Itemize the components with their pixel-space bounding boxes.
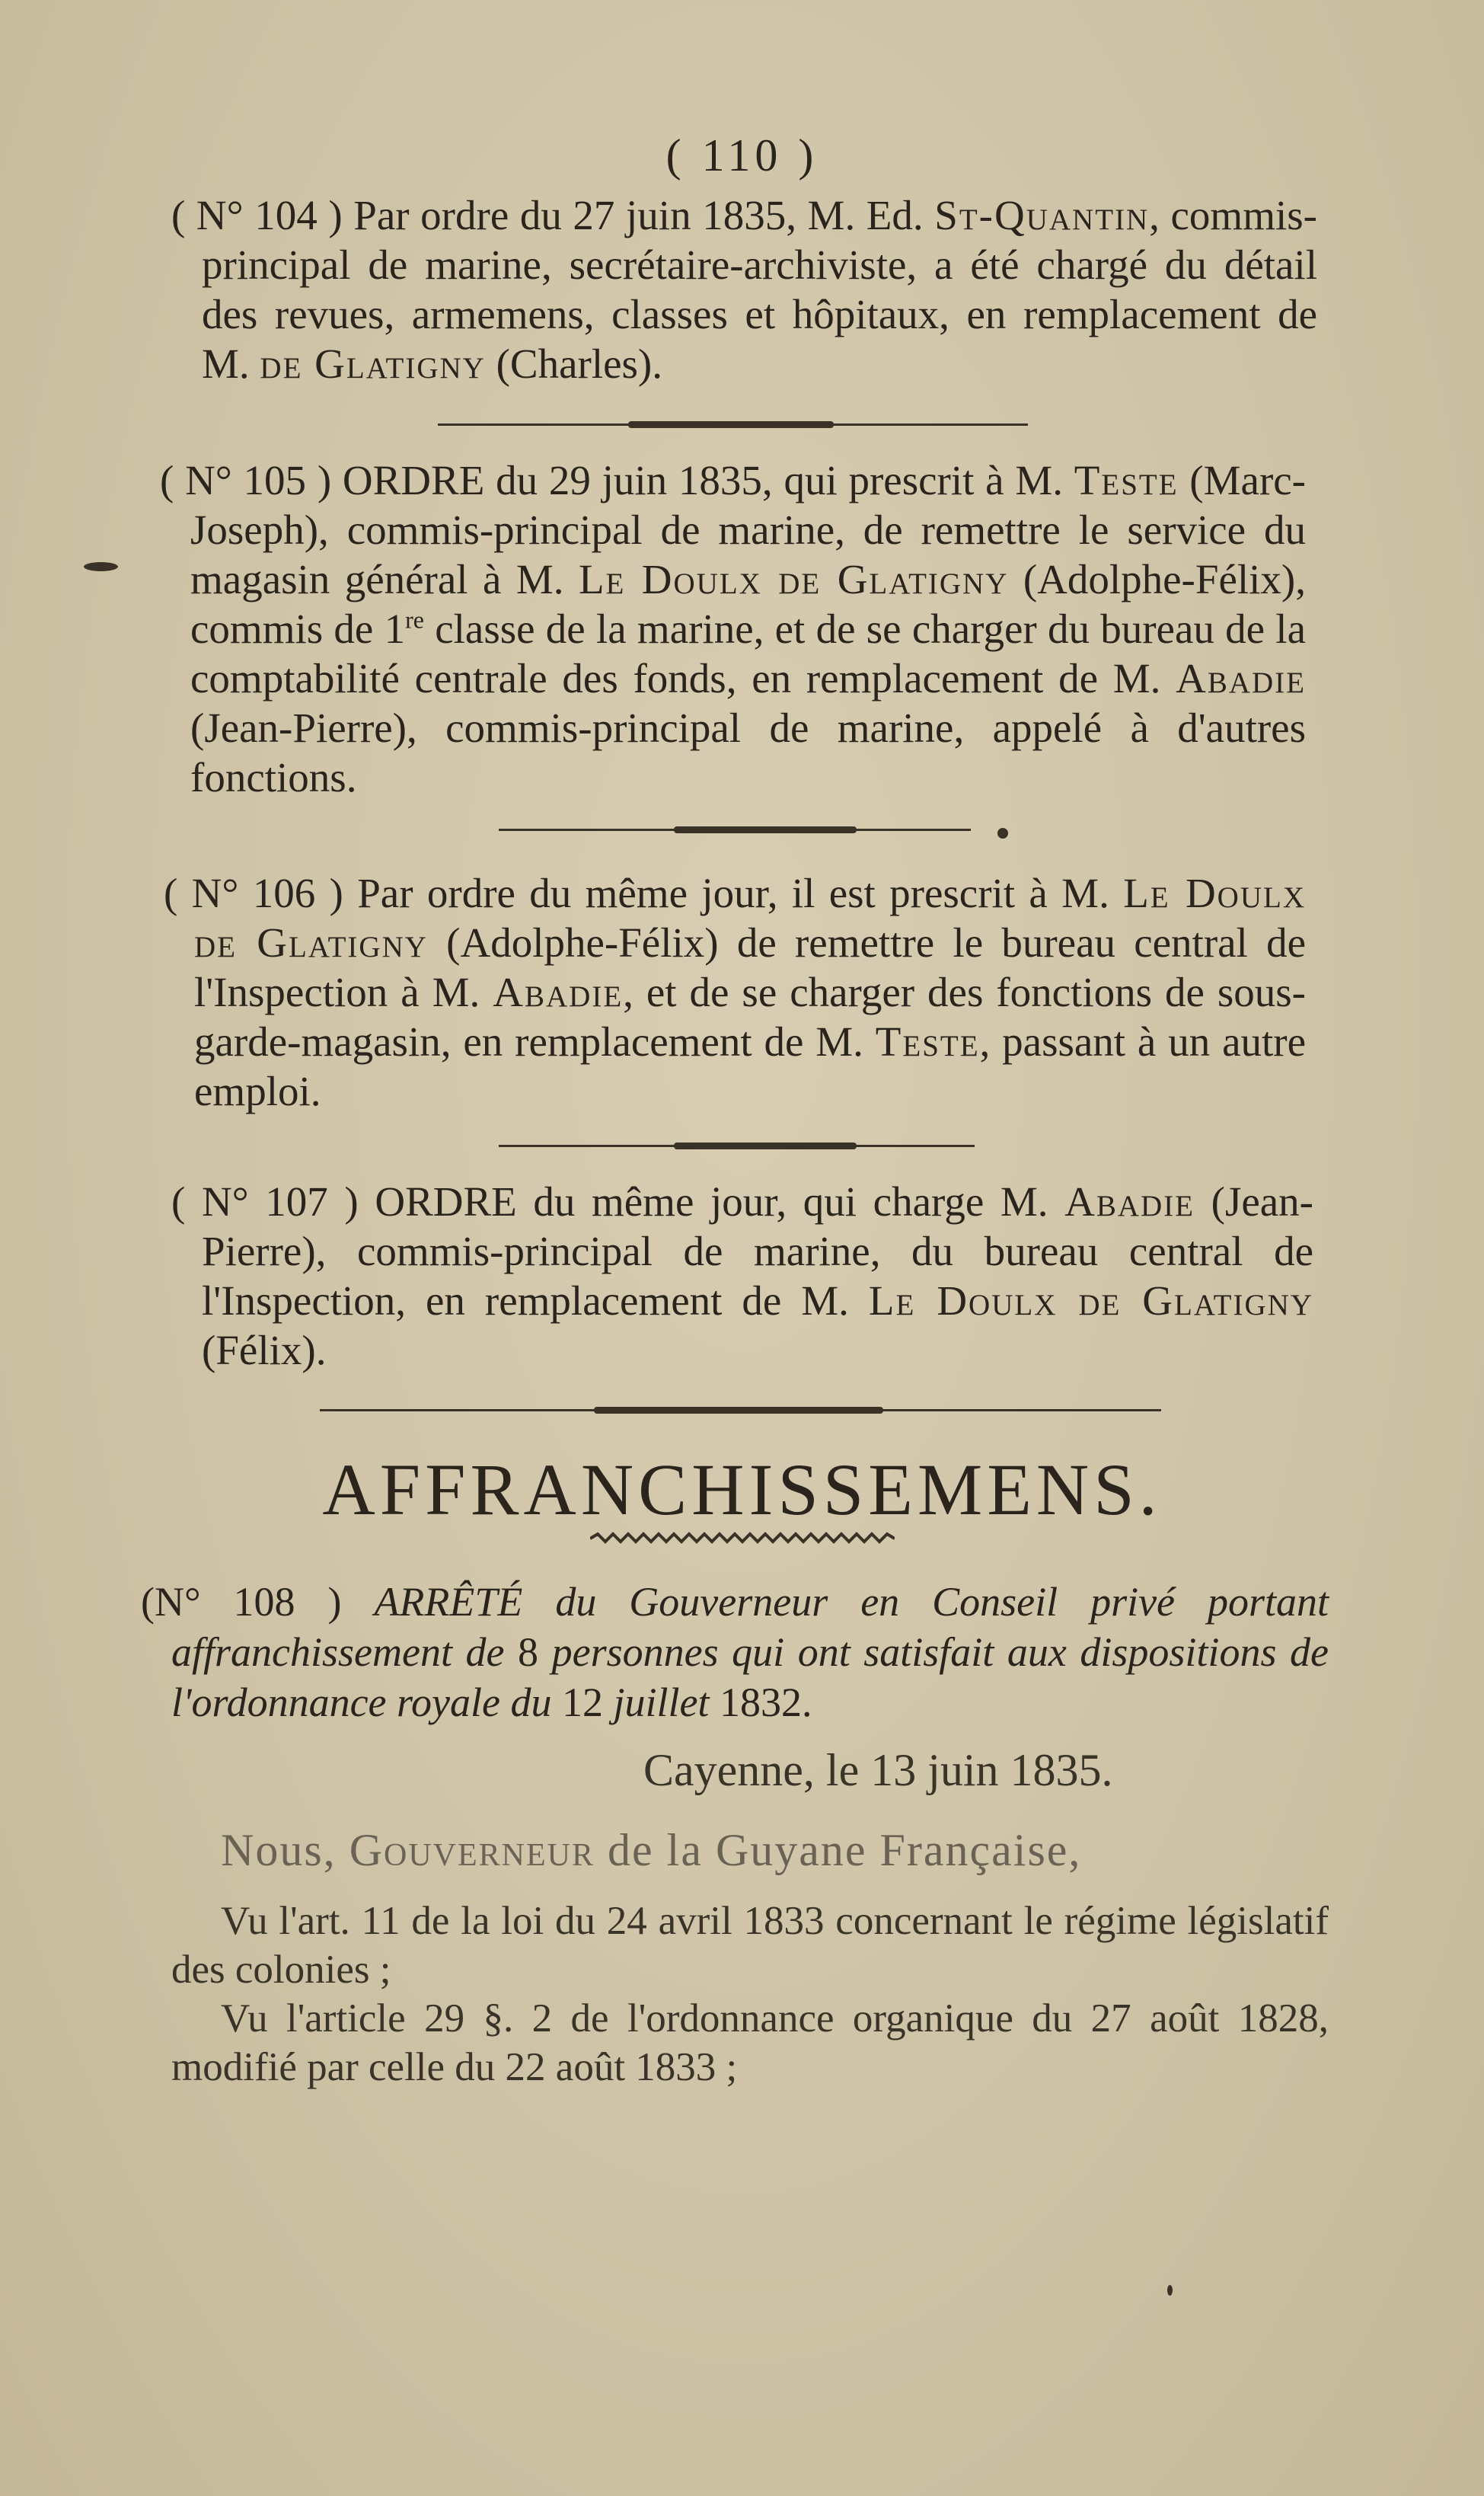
preamble-text: de la Guyane Française, xyxy=(595,1825,1082,1875)
entry-107 xyxy=(171,1177,1313,1375)
person-name: Le Doulx de Glatigny xyxy=(578,556,1009,602)
person-name: Teste xyxy=(1074,457,1179,503)
entry-number: ( N° 104 ) xyxy=(171,192,343,238)
entry-text: (Félix). xyxy=(202,1327,327,1373)
entry-text: personnes qui ont satisfait aux dispositions de l'ordonnance royale du xyxy=(171,1629,1329,1725)
entry-text: ARRÊTÉ du Gouverneur en Conseil privé portant affranchissement de xyxy=(171,1579,1329,1675)
person-name: Le Doulx de Glatigny xyxy=(868,1277,1313,1324)
entry-104 xyxy=(171,190,1317,388)
entry-text: (Marc-Joseph), commis-principal de marine, de remettre le service du magasin général à M. xyxy=(190,457,1306,602)
separator-rule xyxy=(499,829,971,831)
entry-text: (Adolphe-Félix), commis de 1 xyxy=(190,556,1306,652)
preamble-text: Nous, xyxy=(221,1825,349,1875)
entry-text: (Jean-Pierre), commis-principal de marine, du bureau central de l'Inspection, en remplacement de M. xyxy=(202,1178,1313,1324)
preamble xyxy=(221,1824,1081,1877)
person-name: St-Quantin xyxy=(934,192,1150,238)
person-name: Abadie xyxy=(1064,1178,1195,1225)
entry-text: juillet xyxy=(602,1679,720,1725)
superscript: re xyxy=(405,606,424,634)
entry-text: . xyxy=(801,1679,812,1725)
entry-text: classe de la marine, et de se charger du bureau de la comptabilité centrale des fonds, en remplacement de M. xyxy=(190,606,1306,702)
person-name: Abadie xyxy=(493,969,624,1015)
entry-text: ORDRE du même jour, qui charge M. xyxy=(375,1178,1065,1225)
entry-text: Par ordre du 27 juin 1835, M. Ed. xyxy=(353,192,935,238)
person-name: Teste xyxy=(875,1018,980,1065)
separator-rule xyxy=(499,1145,975,1147)
entry-text: 1832 xyxy=(719,1679,802,1725)
entry-text: , et de se charger des fonctions de sous-garde-magasin, en remplacement de M. xyxy=(194,969,1306,1065)
entry-text: (Charles). xyxy=(485,340,662,387)
separator-rule xyxy=(438,423,1028,426)
separator-rule xyxy=(320,1409,1161,1411)
paragraph: Vu l'art. 11 de la loi du 24 avril 1833 concernant le régime législatif des colonies ; xyxy=(171,1899,1329,1992)
entry-number: ( N° 105 ) xyxy=(160,457,332,503)
entry-text: 12 xyxy=(561,1679,603,1725)
entry-105 xyxy=(160,455,1306,802)
page-number: ( 110 ) xyxy=(665,130,819,181)
entry-text: 8 xyxy=(518,1629,539,1675)
entry-106 xyxy=(164,868,1306,1116)
entry-text: , passant à un autre emploi. xyxy=(194,1018,1306,1114)
entry-number: (N° 108 ) xyxy=(141,1579,342,1625)
ink-speck xyxy=(997,828,1008,839)
dateline: Cayenne, le 13 juin 1835. xyxy=(643,1745,1113,1795)
entry-number: ( N° 106 ) xyxy=(164,870,343,916)
entry-text: (Adolphe-Félix) de remettre le bureau central de l'Inspection à M. xyxy=(194,919,1306,1015)
person-name: de Glatigny xyxy=(260,340,486,387)
entry-number: ( N° 107 ) xyxy=(171,1178,359,1225)
entry-text: , commis-principal de marine, secrétaire-archiviste, a été chargé du détail des revues, armemens, classes et hôpitaux, en remplacement de M. xyxy=(202,192,1317,387)
ink-smudge xyxy=(84,562,118,571)
ink-speck xyxy=(1167,2285,1173,2296)
paragraph: Vu l'article 29 §. 2 de l'ordonnance organique du 27 août 1828, modifié par celle du 22 août 1833 ; xyxy=(171,1996,1329,2089)
body-text xyxy=(171,1897,1329,2092)
person-name: Abadie xyxy=(1176,655,1306,702)
entry-108 xyxy=(141,1577,1329,1727)
section-heading: AFFRANCHISSEMENS. xyxy=(322,1449,1162,1530)
preamble-title: Gouverneur xyxy=(349,1825,595,1875)
ornament-zigzag xyxy=(590,1531,895,1546)
person-name: Le Doulx de Glatigny xyxy=(194,870,1306,966)
entry-text: Par ordre du même jour, il est prescrit à M. xyxy=(357,870,1124,916)
entry-text: ORDRE du 29 juin 1835, qui prescrit à M. xyxy=(342,457,1074,503)
entry-text: (Jean-Pierre), commis-principal de marine, appelé à d'autres fonctions. xyxy=(190,705,1306,801)
